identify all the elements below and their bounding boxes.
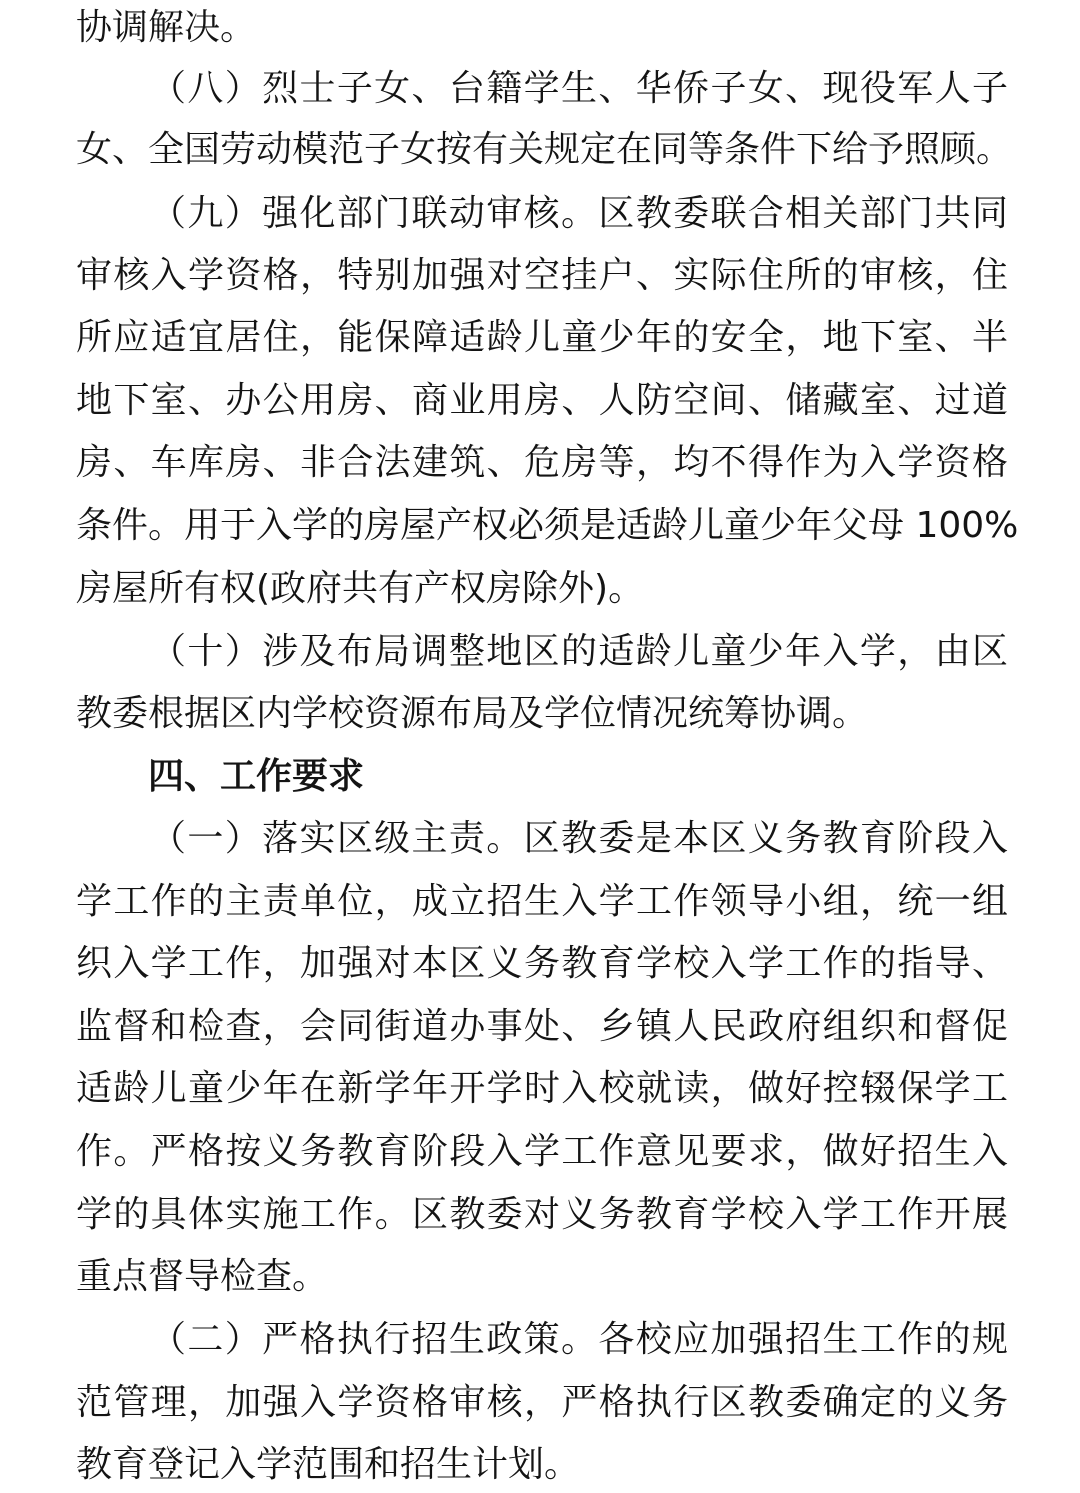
section-heading: 四、工作要求 <box>148 756 365 797</box>
text-line: 教委根据区内学校资源布局及学位情况统筹协调。 <box>76 693 869 734</box>
text-line: （九）强化部门联动审核。区教委联合相关部门共同 <box>150 193 1008 234</box>
text-line: （二）严格执行招生政策。各校应加强招生工作的规 <box>150 1319 1008 1360</box>
text-line: 教育登记入学范围和招生计划。 <box>76 1444 581 1485</box>
text-line: 审核入学资格，特别加强对空挂户、实际住所的审核，住 <box>76 255 1008 296</box>
text-line: 学的具体实施工作。区教委对义务教育学校入学工作开展 <box>76 1194 1008 1235</box>
text-line: 织入学工作，加强对本区义务教育学校入学工作的指导、 <box>76 943 1008 984</box>
text-line: 条件。用于入学的房屋产权必须是适龄儿童少年父母 100% <box>76 505 1019 546</box>
text-line: 房屋所有权(政府共有产权房除外)。 <box>76 568 645 609</box>
text-line: （八）烈士子女、台籍学生、华侨子女、现役军人子 <box>150 68 1008 109</box>
text-line: 协调解决。 <box>76 7 257 48</box>
text-line: 重点督导检查。 <box>76 1256 329 1297</box>
text-line: 所应适宜居住，能保障适龄儿童少年的安全，地下室、半 <box>76 317 1008 358</box>
text-line: 学工作的主责单位，成立招生入学工作领导小组，统一组 <box>76 881 1008 922</box>
text-line: 地下室、办公用房、商业用房、人防空间、储藏室、过道 <box>76 380 1008 421</box>
text-line: （一）落实区级主责。区教委是本区义务教育阶段入 <box>150 818 1008 859</box>
text-line: 女、全国劳动模范子女按有关规定在同等条件下给予照顾。 <box>76 129 1013 170</box>
text-line: 房、车库房、非合法建筑、危房等，均不得作为入学资格 <box>76 442 1008 483</box>
text-line: 作。严格按义务教育阶段入学工作意见要求，做好招生入 <box>76 1131 1008 1172</box>
text-line: 监督和检查，会同街道办事处、乡镇人民政府组织和督促 <box>76 1006 1008 1047</box>
text-line: 适龄儿童少年在新学年开学时入校就读，做好控辍保学工 <box>76 1068 1008 1109</box>
text-line: 范管理，加强入学资格审核，严格执行区教委确定的义务 <box>76 1382 1008 1423</box>
text-line: （十）涉及布局调整地区的适龄儿童少年入学，由区 <box>150 631 1008 672</box>
